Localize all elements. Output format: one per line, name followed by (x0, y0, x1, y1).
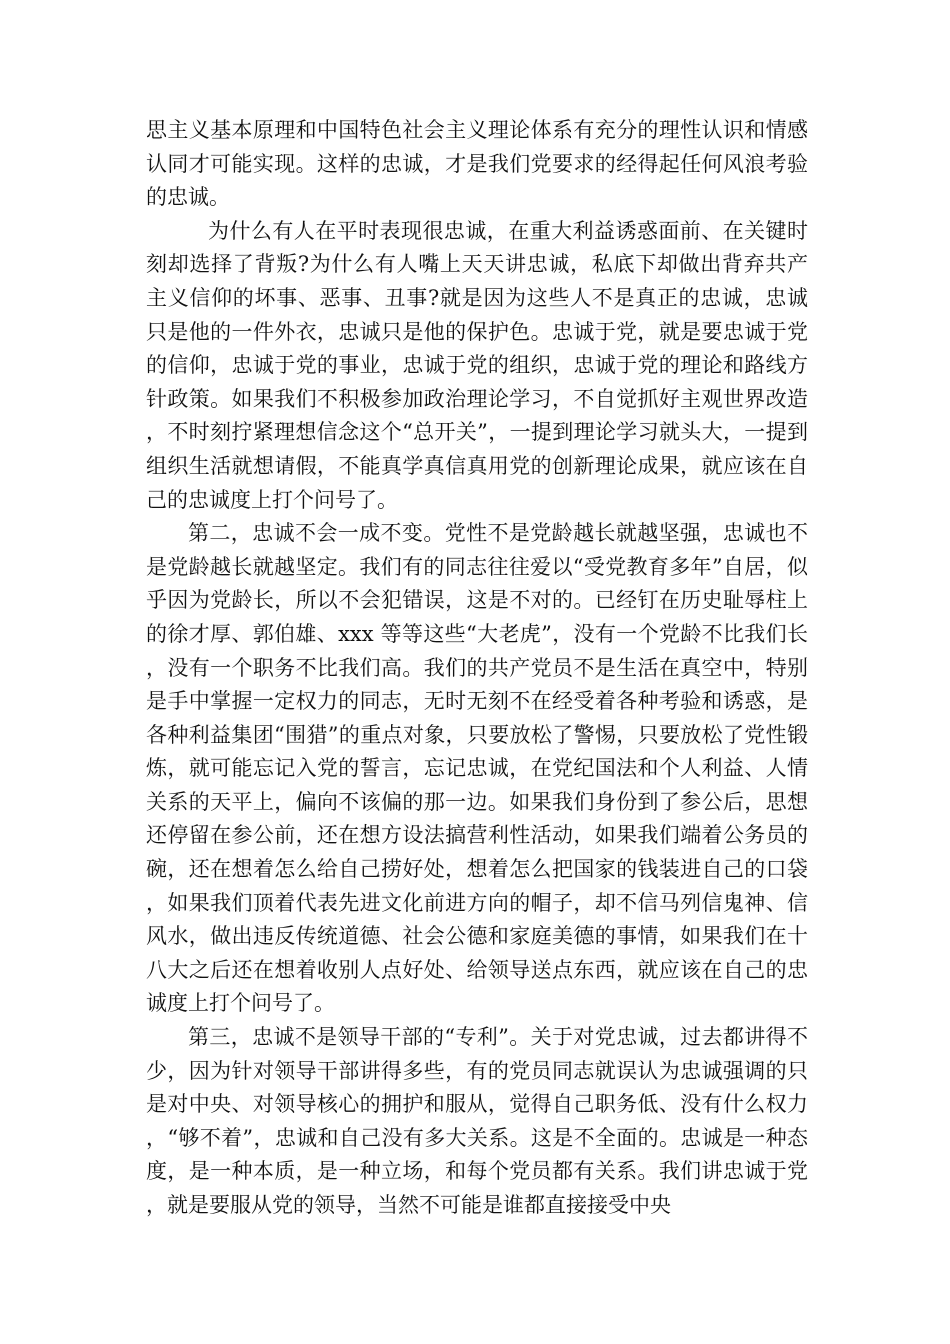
paragraph-point-three: 第三，忠诚不是领导干部的“专利”。关于对党忠诚，过去都讲得不少，因为针对领导干部讲得多些，有的党员同志就误认为忠诚强调的只是对中央、对领导核心的拥护和服从，觉得自己职务低、没有什么权力，“够不着”，忠诚和自己没有多大关系。这是不全面的。忠诚是一种态度，是一种本质，是一种立场，和每个党员都有关系。我们讲忠诚于党，就是要服从党的领导，当然不可能是谁都直接接受中央 (146, 1025, 808, 1217)
paragraph-loyalty-disguise: 为什么有人在平时表现很忠诚，在重大利益诱惑面前、在关键时刻却选择了背叛?为什么有人嘴上天天讲忠诚，私底下却做出背弃共产主义信仰的坏事、恶事、丑事?就是因为这些人不是真正的忠诚，忠诚只是他的一件外衣，忠诚只是他的保护色。忠诚于党，就是要忠诚于党的信仰，忠诚于党的事业，忠诚于党的组织，忠诚于党的理论和路线方针政策。如果我们不积极参加政治理论学习，不自觉抓好主观世界改造，不时刻拧紧理想信念这个“总开关”，一提到理论学习就头大，一提到组织生活就想请假，不能真学真信真用党的创新理论成果，就应该在自己的忠诚度上打个问号了。 (146, 218, 808, 512)
document-body (146, 114, 808, 1223)
paragraph-continuation: 思主义基本原理和中国特色社会主义理论体系有充分的理性认识和情感认同才可能实现。这样的忠诚，才是我们党要求的经得起任何风浪考验的忠诚。 (146, 118, 808, 210)
paragraph-point-two: 第二，忠诚不会一成不变。党性不是党龄越长就越坚强，忠诚也不是党龄越长就越坚定。我们有的同志往往爱以“受党教育多年”自居，似乎因为党龄长，所以不会犯错误，这是不对的。已经钉在历史耻辱柱上的徐才厚、郭伯雄、xxx 等等这些“大老虎”，没有一个党龄不比我们长，没有一个职务不比我们高。我们的共产党员不是生活在真空中，特别是手中掌握一定权力的同志，无时无刻不在经受着各种考验和诱惑，是各种利益集团“围猎”的重点对象，只要放松了警惕，只要放松了党性锻炼，就可能忘记入党的誓言，忘记忠诚，在党纪国法和个人利益、人情关系的天平上，偏向不该偏的那一边。如果我们身份到了参公后，思想还停留在参公前，还在想方设法搞营利性活动，如果我们端着公务员的碗，还在想着怎么给自己捞好处，想着怎么把国家的钱装进自己的口袋，如果我们顶着代表先进文化前进方向的帽子，却不信马列信鬼神、信风水，做出违反传统道德、社会公德和家庭美德的事情，如果我们在十八大之后还在想着收别人点好处、给领导送点东西，就应该在自己的忠诚度上打个问号了。 (146, 521, 808, 1016)
